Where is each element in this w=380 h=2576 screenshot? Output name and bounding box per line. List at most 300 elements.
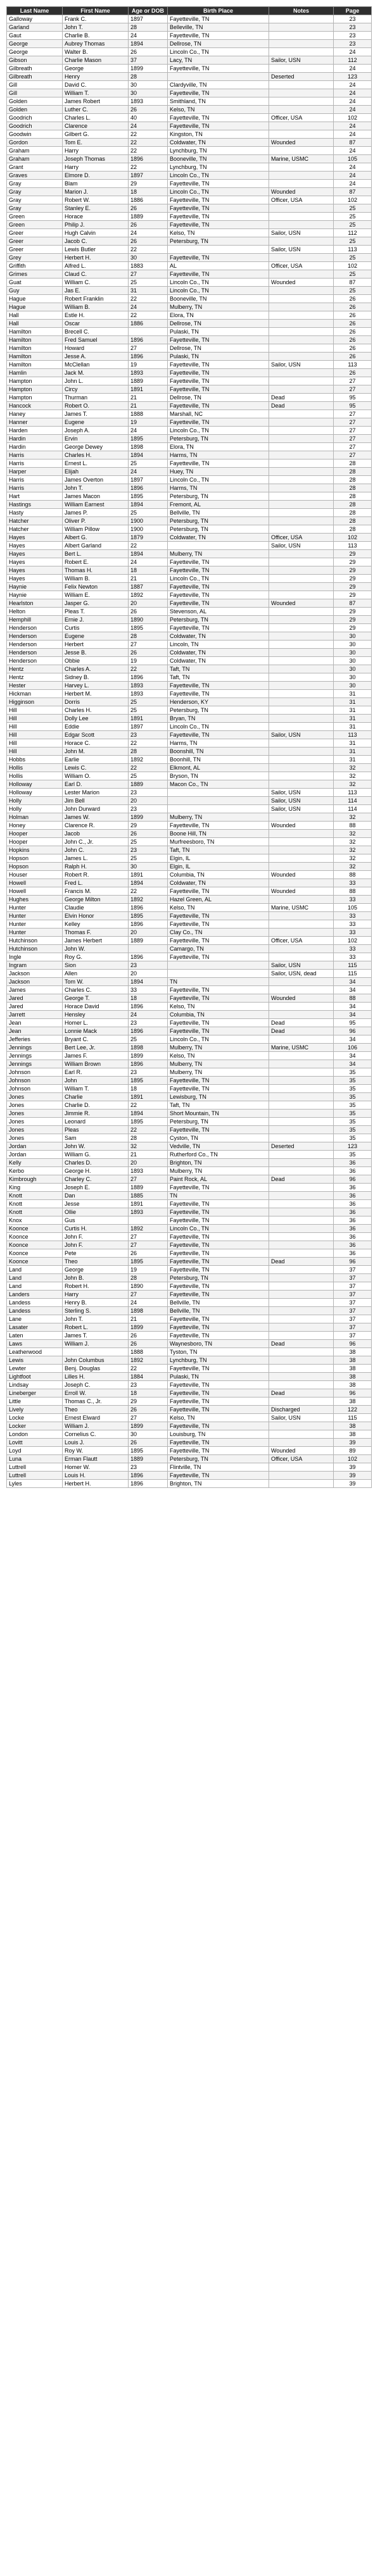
cell-notes: Sailor, USN	[269, 542, 334, 550]
table-row	[7, 1332, 372, 1340]
cell-age-or-dob: 1888	[129, 1348, 168, 1356]
cell-birth-place: Murfreesboro, TN	[168, 838, 269, 846]
cell-last-name: Hatcher	[7, 517, 63, 525]
cell-last-name: Hutchinson	[7, 945, 63, 953]
table-row	[7, 1422, 372, 1430]
cell-birth-place: Lincoln Co., TN	[168, 723, 269, 731]
cell-last-name: Golden	[7, 106, 63, 114]
cell-birth-place: Flintville, TN	[168, 1463, 269, 1472]
cell-last-name: Hasty	[7, 509, 63, 517]
cell-age-or-dob: 22	[129, 139, 168, 147]
cell-notes	[269, 1003, 334, 1011]
cell-notes	[269, 879, 334, 887]
cell-notes	[269, 854, 334, 863]
cell-age-or-dob: 1895	[129, 1077, 168, 1085]
cell-page: 25	[334, 287, 372, 295]
cell-birth-place: Belleville, TN	[168, 23, 269, 32]
table-row	[7, 1044, 372, 1052]
cell-last-name: Goodrich	[7, 114, 63, 122]
cell-first-name	[63, 1348, 129, 1356]
cell-page: 35	[334, 1068, 372, 1077]
cell-page: 33	[334, 912, 372, 920]
cell-age-or-dob: 21	[129, 575, 168, 583]
cell-birth-place: Lincoln Co., TN	[168, 48, 269, 56]
cell-first-name: Jacob	[63, 830, 129, 838]
cell-last-name: Holloway	[7, 789, 63, 797]
cell-age-or-dob: 22	[129, 295, 168, 303]
table-row	[7, 1274, 372, 1282]
cell-first-name: Obbie	[63, 657, 129, 665]
cell-birth-place: Fayetteville, TN	[168, 15, 269, 23]
cell-page: 24	[334, 106, 372, 114]
cell-page: 30	[334, 649, 372, 657]
cell-page: 105	[334, 904, 372, 912]
cell-last-name: Lightfoot	[7, 1373, 63, 1381]
cell-page: 37	[334, 1299, 372, 1307]
cell-page: 35	[334, 1077, 372, 1085]
cell-age-or-dob: 1895	[129, 492, 168, 501]
cell-page: 24	[334, 97, 372, 106]
cell-birth-place: Lynchburg, TN	[168, 163, 269, 172]
cell-page: 26	[334, 311, 372, 320]
cell-last-name: Gray	[7, 188, 63, 196]
cell-last-name: Hutchinson	[7, 937, 63, 945]
cell-last-name: Landess	[7, 1299, 63, 1307]
cell-notes	[269, 1472, 334, 1480]
cell-age-or-dob: 24	[129, 1011, 168, 1019]
cell-notes	[269, 1249, 334, 1258]
cell-birth-place: Fayetteville, TN	[168, 336, 269, 344]
cell-birth-place: Fayetteville, TN	[168, 1200, 269, 1208]
cell-birth-place: Fayetteville, TN	[168, 912, 269, 920]
cell-age-or-dob: 30	[129, 863, 168, 871]
table-row	[7, 65, 372, 73]
cell-age-or-dob: 1894	[129, 550, 168, 558]
table-row	[7, 1299, 372, 1307]
table-row	[7, 229, 372, 237]
cell-last-name: Greer	[7, 246, 63, 254]
cell-page: 89	[334, 1447, 372, 1455]
cell-birth-place: Clardyville, TN	[168, 81, 269, 89]
cell-first-name: Lilles H.	[63, 1373, 129, 1381]
cell-age-or-dob: 1896	[129, 353, 168, 361]
cell-notes: Officer, USA	[269, 937, 334, 945]
cell-birth-place	[168, 805, 269, 813]
cell-page: 37	[334, 1266, 372, 1274]
cell-first-name: Tom E.	[63, 139, 129, 147]
cell-notes	[269, 451, 334, 460]
cell-birth-place: Fayetteville, TN	[168, 1019, 269, 1027]
cell-last-name: Koonce	[7, 1258, 63, 1266]
table-row	[7, 682, 372, 690]
cell-notes: Marine, USMC	[269, 155, 334, 163]
cell-birth-place: Fayetteville, TN	[168, 1208, 269, 1216]
table-row	[7, 1208, 372, 1216]
table-row	[7, 706, 372, 715]
cell-page: 105	[334, 155, 372, 163]
cell-notes	[269, 706, 334, 715]
cell-last-name: Hall	[7, 320, 63, 328]
cell-notes: Officer, USA	[269, 534, 334, 542]
cell-page: 27	[334, 443, 372, 451]
cell-birth-place: Fayetteville, TN	[168, 377, 269, 385]
cell-birth-place: Fremont, AL	[168, 501, 269, 509]
cell-first-name: Horace David	[63, 1003, 129, 1011]
cell-last-name: Howell	[7, 887, 63, 896]
header-page: Page	[334, 7, 372, 15]
table-row	[7, 673, 372, 682]
cell-notes	[269, 641, 334, 649]
cell-birth-place: Fayetteville, TN	[168, 1027, 269, 1035]
cell-page: 33	[334, 945, 372, 953]
cell-last-name: Henderson	[7, 624, 63, 632]
cell-birth-place: Brighton, TN	[168, 1480, 269, 1488]
cell-notes	[269, 813, 334, 822]
cell-birth-place: Lincoln Co., TN	[168, 287, 269, 295]
cell-last-name: Lewis	[7, 1356, 63, 1365]
cell-birth-place: Petersburg, TN	[168, 706, 269, 715]
cell-birth-place: Bellville, TN	[168, 509, 269, 517]
cell-first-name: Charlie Mason	[63, 56, 129, 65]
cell-age-or-dob: 30	[129, 89, 168, 97]
cell-birth-place: Fayetteville, TN	[168, 180, 269, 188]
cell-notes	[269, 1216, 334, 1225]
cell-last-name: Green	[7, 221, 63, 229]
cell-birth-place: Boonshill, TN	[168, 747, 269, 756]
cell-birth-place: Lacy, TN	[168, 56, 269, 65]
cell-last-name: Hunter	[7, 928, 63, 937]
cell-birth-place: Fayetteville, TN	[168, 1315, 269, 1323]
cell-notes	[269, 427, 334, 435]
cell-last-name: Henderson	[7, 641, 63, 649]
cell-page: 33	[334, 879, 372, 887]
cell-page: 113	[334, 789, 372, 797]
cell-age-or-dob: 1893	[129, 690, 168, 698]
table-row	[7, 402, 372, 410]
table-row	[7, 649, 372, 657]
cell-first-name: Homer W.	[63, 1463, 129, 1472]
cell-notes	[269, 986, 334, 994]
cell-page: 31	[334, 690, 372, 698]
cell-birth-place: Lincoln Co., TN	[168, 575, 269, 583]
cell-page: 26	[334, 353, 372, 361]
table-row	[7, 1315, 372, 1323]
cell-page: 24	[334, 130, 372, 139]
cell-last-name: Gibson	[7, 56, 63, 65]
cell-page: 87	[334, 139, 372, 147]
cell-age-or-dob: 22	[129, 1101, 168, 1110]
cell-notes	[269, 48, 334, 56]
cell-first-name: John W.	[63, 945, 129, 953]
cell-notes	[269, 213, 334, 221]
cell-first-name: James Herbert	[63, 937, 129, 945]
cell-age-or-dob: 22	[129, 764, 168, 772]
cell-last-name: Hearlston	[7, 599, 63, 608]
cell-notes: Wounded	[269, 887, 334, 896]
cell-birth-place: Taft, TN	[168, 1101, 269, 1110]
cell-first-name: James Overton	[63, 476, 129, 484]
cell-notes	[269, 747, 334, 756]
cell-age-or-dob: 1896	[129, 1003, 168, 1011]
cell-last-name: Honey	[7, 822, 63, 830]
cell-page: 102	[334, 1455, 372, 1463]
table-row	[7, 723, 372, 731]
cell-page: 38	[334, 1422, 372, 1430]
cell-birth-place: Fayetteville, TN	[168, 1389, 269, 1397]
cell-page: 39	[334, 1439, 372, 1447]
cell-age-or-dob: 1891	[129, 1200, 168, 1208]
cell-age-or-dob: 27	[129, 1241, 168, 1249]
cell-age-or-dob: 1899	[129, 1422, 168, 1430]
table-row	[7, 1472, 372, 1480]
cell-birth-place: Lincoln Co., TN	[168, 188, 269, 196]
cell-birth-place: Columbia, TN	[168, 1011, 269, 1019]
cell-age-or-dob: 1889	[129, 937, 168, 945]
cell-page: 39	[334, 1480, 372, 1488]
cell-birth-place: Boonhill, TN	[168, 756, 269, 764]
table-row	[7, 1233, 372, 1241]
cell-notes: Wounded	[269, 139, 334, 147]
cell-birth-place: Elora, TN	[168, 443, 269, 451]
cell-page: 28	[334, 501, 372, 509]
cell-first-name: Gus	[63, 1216, 129, 1225]
table-row	[7, 863, 372, 871]
table-row	[7, 731, 372, 739]
table-row	[7, 1019, 372, 1027]
cell-page: 24	[334, 147, 372, 155]
cell-notes: Officer, USA	[269, 1455, 334, 1463]
table-row	[7, 1035, 372, 1044]
cell-page: 24	[334, 81, 372, 89]
cell-last-name: Knox	[7, 1216, 63, 1225]
cell-last-name: Gill	[7, 89, 63, 97]
cell-birth-place: Lincoln Co., TN	[168, 476, 269, 484]
cell-first-name: Bert L.	[63, 550, 129, 558]
cell-birth-place	[168, 542, 269, 550]
table-row	[7, 1225, 372, 1233]
table-row	[7, 1110, 372, 1118]
cell-last-name: James	[7, 986, 63, 994]
table-row	[7, 764, 372, 772]
cell-page: 106	[334, 1044, 372, 1052]
cell-birth-place: Smithland, TN	[168, 97, 269, 106]
cell-page: 23	[334, 32, 372, 40]
table-row	[7, 1348, 372, 1356]
cell-age-or-dob: 29	[129, 180, 168, 188]
cell-first-name: Charley C.	[63, 1175, 129, 1184]
cell-age-or-dob: 29	[129, 1397, 168, 1406]
cell-age-or-dob: 1899	[129, 1052, 168, 1060]
cell-age-or-dob: 22	[129, 887, 168, 896]
cell-notes: Sailor, USN	[269, 229, 334, 237]
cell-page: 30	[334, 632, 372, 641]
cell-last-name: London	[7, 1430, 63, 1439]
cell-last-name: Hart	[7, 492, 63, 501]
table-row	[7, 361, 372, 369]
cell-last-name: Jackson	[7, 970, 63, 978]
cell-first-name: John C., Jr.	[63, 838, 129, 846]
cell-age-or-dob: 24	[129, 303, 168, 311]
cell-last-name: Hamilton	[7, 336, 63, 344]
cell-page: 26	[334, 303, 372, 311]
cell-first-name: Luther C.	[63, 106, 129, 114]
cell-last-name: Koonce	[7, 1233, 63, 1241]
table-row	[7, 690, 372, 698]
cell-age-or-dob: 28	[129, 73, 168, 81]
cell-page: 113	[334, 246, 372, 254]
cell-age-or-dob: 1895	[129, 1258, 168, 1266]
cell-birth-place: Fayetteville, TN	[168, 1381, 269, 1389]
cell-age-or-dob: 1895	[129, 1118, 168, 1126]
cell-first-name: Roy G.	[63, 953, 129, 961]
cell-last-name: Land	[7, 1282, 63, 1291]
table-row	[7, 180, 372, 188]
table-row	[7, 320, 372, 328]
cell-last-name: Lively	[7, 1406, 63, 1414]
cell-last-name: Garland	[7, 23, 63, 32]
cell-page: 29	[334, 608, 372, 616]
cell-age-or-dob: 23	[129, 1068, 168, 1077]
cell-birth-place	[168, 961, 269, 970]
cell-first-name: Bert Lee, Jr.	[63, 1044, 129, 1052]
cell-page: 32	[334, 772, 372, 780]
cell-first-name: McClellan	[63, 361, 129, 369]
cell-birth-place: Fayetteville, TN	[168, 1422, 269, 1430]
cell-age-or-dob: 1894	[129, 501, 168, 509]
cell-page: 25	[334, 237, 372, 246]
cell-age-or-dob: 1899	[129, 1323, 168, 1332]
cell-age-or-dob: 27	[129, 1233, 168, 1241]
cell-last-name: Holloway	[7, 780, 63, 789]
cell-page: 123	[334, 1142, 372, 1151]
cell-age-or-dob: 1898	[129, 1307, 168, 1315]
cell-last-name: Jared	[7, 994, 63, 1003]
cell-page: 36	[334, 1159, 372, 1167]
cell-age-or-dob: 18	[129, 1085, 168, 1093]
cell-first-name: Blam	[63, 180, 129, 188]
cell-page: 38	[334, 1430, 372, 1439]
cell-page: 32	[334, 838, 372, 846]
cell-first-name: Charles H.	[63, 451, 129, 460]
table-row	[7, 813, 372, 822]
cell-first-name: William J.	[63, 1422, 129, 1430]
cell-last-name: George	[7, 48, 63, 56]
table-row	[7, 1323, 372, 1332]
cell-first-name: John F.	[63, 1241, 129, 1249]
cell-page: 96	[334, 1258, 372, 1266]
table-row	[7, 130, 372, 139]
cell-birth-place: Fayetteville, TN	[168, 418, 269, 427]
cell-age-or-dob: 22	[129, 246, 168, 254]
cell-first-name: William E.	[63, 591, 129, 599]
table-row	[7, 542, 372, 550]
cell-age-or-dob: 26	[129, 1249, 168, 1258]
cell-page: 96	[334, 1027, 372, 1035]
cell-age-or-dob: 27	[129, 1414, 168, 1422]
table-row	[7, 1463, 372, 1472]
cell-page: 37	[334, 1332, 372, 1340]
cell-first-name: Curtis	[63, 624, 129, 632]
table-row	[7, 1365, 372, 1373]
cell-page: 29	[334, 583, 372, 591]
table-row	[7, 278, 372, 287]
cell-first-name: Joseph E.	[63, 1184, 129, 1192]
cell-notes	[269, 1291, 334, 1299]
cell-page: 34	[334, 1035, 372, 1044]
cell-page: 33	[334, 953, 372, 961]
cell-first-name: John B.	[63, 1274, 129, 1282]
cell-notes: Dead	[269, 1019, 334, 1027]
cell-notes	[269, 928, 334, 937]
cell-notes	[269, 1060, 334, 1068]
cell-last-name: Gordon	[7, 139, 63, 147]
table-row	[7, 1077, 372, 1085]
cell-page: 31	[334, 706, 372, 715]
cell-birth-place: Fayetteville, TN	[168, 1282, 269, 1291]
table-row	[7, 904, 372, 912]
cell-age-or-dob: 19	[129, 657, 168, 665]
cell-birth-place: Fayetteville, TN	[168, 402, 269, 410]
table-row	[7, 772, 372, 780]
table-row	[7, 147, 372, 155]
cell-notes: Sailor, USN	[269, 1414, 334, 1422]
cell-last-name: Gray	[7, 180, 63, 188]
cell-age-or-dob: 1895	[129, 435, 168, 443]
cell-birth-place: Lynchburg, TN	[168, 1356, 269, 1365]
table-row	[7, 928, 372, 937]
cell-first-name: Earl R.	[63, 1068, 129, 1077]
cell-notes: Dead	[269, 402, 334, 410]
cell-first-name: Horace C.	[63, 739, 129, 747]
cell-last-name: Hardin	[7, 435, 63, 443]
table-row	[7, 1142, 372, 1151]
cell-notes	[269, 846, 334, 854]
cell-page: 26	[334, 344, 372, 353]
cell-age-or-dob: 27	[129, 270, 168, 278]
cell-notes: Discharged	[269, 1406, 334, 1414]
cell-age-or-dob: 1890	[129, 1282, 168, 1291]
cell-age-or-dob: 28	[129, 747, 168, 756]
cell-age-or-dob: 22	[129, 739, 168, 747]
cell-last-name: Hayes	[7, 550, 63, 558]
cell-age-or-dob: 26	[129, 608, 168, 616]
cell-notes	[269, 953, 334, 961]
cell-notes	[269, 295, 334, 303]
cell-last-name: Hall	[7, 311, 63, 320]
cell-first-name: Hugh Calvin	[63, 229, 129, 237]
cell-birth-place: Fayetteville, TN	[168, 196, 269, 204]
cell-last-name: Graham	[7, 147, 63, 155]
cell-last-name: Henderson	[7, 649, 63, 657]
cell-birth-place: Elkmont, AL	[168, 764, 269, 772]
cell-notes	[269, 1480, 334, 1488]
cell-notes: Wounded	[269, 994, 334, 1003]
cell-notes: Sailor, USN	[269, 56, 334, 65]
cell-notes	[269, 40, 334, 48]
cell-birth-place: Fayetteville, TN	[168, 114, 269, 122]
cell-page: 36	[334, 1167, 372, 1175]
cell-birth-place: Fayetteville, TN	[168, 624, 269, 632]
cell-notes	[269, 1118, 334, 1126]
cell-page: 27	[334, 385, 372, 394]
cell-birth-place: Dellrose, TN	[168, 40, 269, 48]
cell-last-name: Hunter	[7, 912, 63, 920]
cell-first-name: Cornelius C.	[63, 1430, 129, 1439]
cell-birth-place: Fayetteville, TN	[168, 65, 269, 73]
table-row	[7, 1134, 372, 1142]
cell-first-name: George Milton	[63, 896, 129, 904]
cell-age-or-dob: 1892	[129, 591, 168, 599]
